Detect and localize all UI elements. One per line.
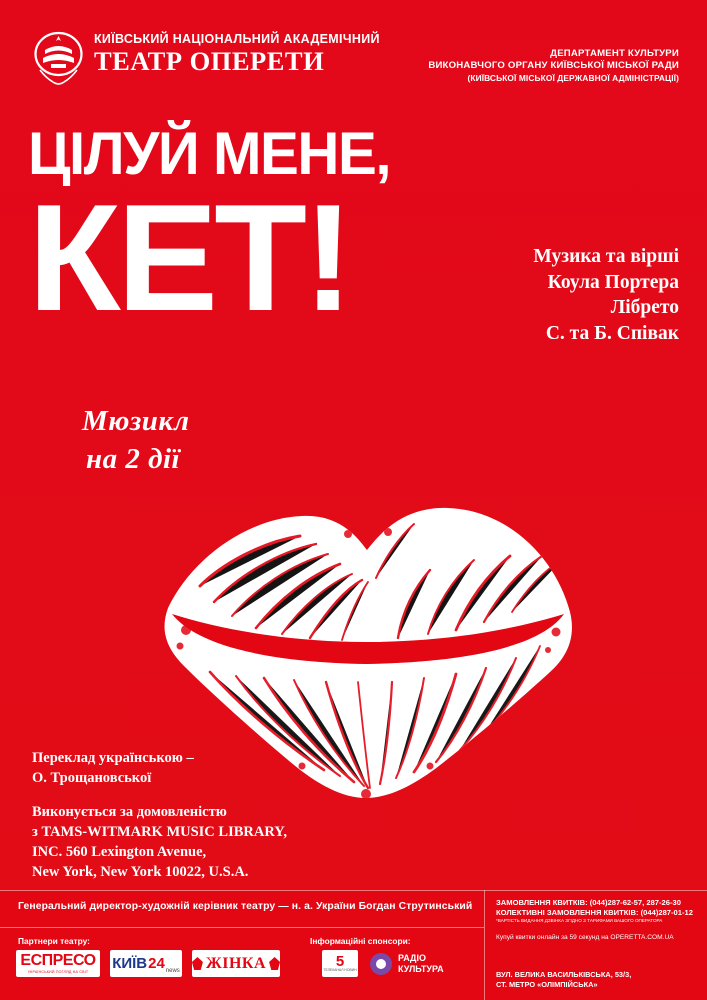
license-line3: INC. 560 Lexington Avenue, — [32, 844, 207, 860]
ticket-online-line[interactable]: Купуй квитки онлайн за 59 секунд на OPERETTA.COM.UA — [496, 933, 674, 941]
footer-vertical-divider — [484, 890, 485, 1000]
translation-note — [32, 748, 287, 788]
show-title-exclamation: ! — [303, 173, 352, 343]
kyiv24-logo[interactable] — [110, 950, 182, 977]
department-line2: ВИКОНАВЧОГО ОРГАНУ КИЇВСЬКОЇ МІСЬКОЇ РАДИ — [428, 60, 679, 72]
credits-libretto-label: Лібрето — [610, 297, 679, 319]
director-credit: Генеральний директор-художній керівник театру — н. а. України Богдан Струтинський — [18, 901, 473, 912]
espreso-logo[interactable] — [16, 950, 100, 977]
show-credits — [533, 244, 679, 347]
license-line4: New York, New York 10022, U.S.A. — [32, 864, 249, 880]
production-notes — [32, 748, 287, 882]
kyiv24-logo-news: news — [165, 968, 180, 974]
footer-top-divider — [0, 890, 707, 891]
ticket-group-phone-line[interactable]: КОЛЕКТИВНІ ЗАМОВЛЕННЯ КВИТКІВ: (044)287-01-12 — [496, 907, 693, 917]
show-title-line1: ЦІЛУЙ МЕНЕ, — [28, 120, 391, 187]
ticket-disclaimer: *ВАРТІСТЬ ВИДАННЯ ДЗВІНКА ЗГІДНО З ТАРИФАМИ ВАШОГО ОПЕРАТОРА — [496, 917, 663, 923]
department-line1: ДЕПАРТАМЕНТ КУЛЬТУРИ — [550, 48, 679, 59]
theatre-name-line1: КИЇВСЬКИЙ НАЦІОНАЛЬНИЙ АКАДЕМІЧНИЙ — [94, 32, 380, 46]
partner-logos — [16, 950, 280, 977]
department-credit — [428, 48, 679, 83]
genre-line1: Мюзикл — [82, 405, 190, 437]
theatre-name-line2: ТЕАТР ОПЕРЕТИ — [94, 45, 325, 76]
radio-kultura-mark-icon — [370, 953, 392, 975]
footer-inner-divider — [0, 927, 484, 928]
theatre-identity — [32, 30, 380, 87]
kyiv24-logo-number: 24 — [148, 955, 165, 972]
credits-librettists: С. та Б. Співак — [545, 323, 679, 345]
venue-address — [496, 970, 699, 990]
show-title-word: КЕТ — [28, 173, 304, 343]
theatre-emblem-icon — [32, 30, 85, 87]
genre-subtitle — [82, 402, 190, 479]
radio-kultura-logo[interactable] — [370, 953, 444, 975]
show-title-line2 — [28, 173, 352, 343]
credits-music-label: Музика та вірші — [533, 246, 679, 267]
venue-address-line1: ВУЛ. ВЕЛИКА ВАСИЛЬКІВСЬКА, 53/3, — [496, 970, 632, 980]
kyiv24-logo-text: КИЇВ — [112, 955, 148, 972]
zhinka-mark-icon — [192, 957, 203, 970]
zhinka-logo[interactable] — [192, 950, 280, 977]
theatre-name-block — [94, 30, 380, 76]
genre-line2: на 2 дії — [86, 443, 181, 476]
zhinka-logo-text: ЖІНКА — [205, 954, 267, 972]
translation-line1: Переклад українською – — [32, 750, 194, 766]
espreso-logo-text: ЕСПРЕСО — [20, 951, 96, 969]
info-sponsors-label: Інформаційні спонсори: — [310, 936, 411, 946]
radio-kultura-text1: РАДІО — [398, 953, 426, 964]
channel5-logo-tagline: ТЕЛЕКАНАЛ НОВИН — [323, 968, 357, 973]
poster-footer — [0, 890, 707, 1000]
department-line3: (КИЇВСЬКОЇ МІСЬКОЇ ДЕРЖАВНОЇ АДМІНІСТРАЦІЇ) — [467, 72, 679, 83]
translation-line2: О. Трощановської — [32, 770, 152, 786]
license-line2: з TAMS-WITMARK MUSIC LIBRARY, — [32, 824, 288, 840]
espreso-logo-tagline: УКРАЇНСЬКИЙ ПОГЛЯД НА СВІТ — [27, 969, 89, 974]
ticket-phone-line[interactable]: ЗАМОВЛЕННЯ КВИТКІВ: (044)287-62-57, 287-26-30 — [496, 898, 681, 907]
info-sponsor-logos — [322, 950, 444, 977]
radio-kultura-text2: КУЛЬТУРА — [398, 963, 444, 974]
license-line1: Виконується за домовленістю — [32, 804, 227, 820]
venue-address-line2: СТ. МЕТРО «ОЛІМПІЙСЬКА» — [496, 980, 598, 990]
partners-label: Партнери театру: — [18, 936, 90, 946]
channel5-logo[interactable] — [322, 950, 358, 977]
credits-composer: Коула Портера — [547, 271, 679, 293]
channel5-logo-number: 5 — [335, 953, 345, 971]
poster-header — [32, 30, 679, 100]
ticket-info — [496, 898, 699, 942]
zhinka-mark-icon-2 — [269, 957, 280, 970]
license-note — [32, 802, 287, 882]
